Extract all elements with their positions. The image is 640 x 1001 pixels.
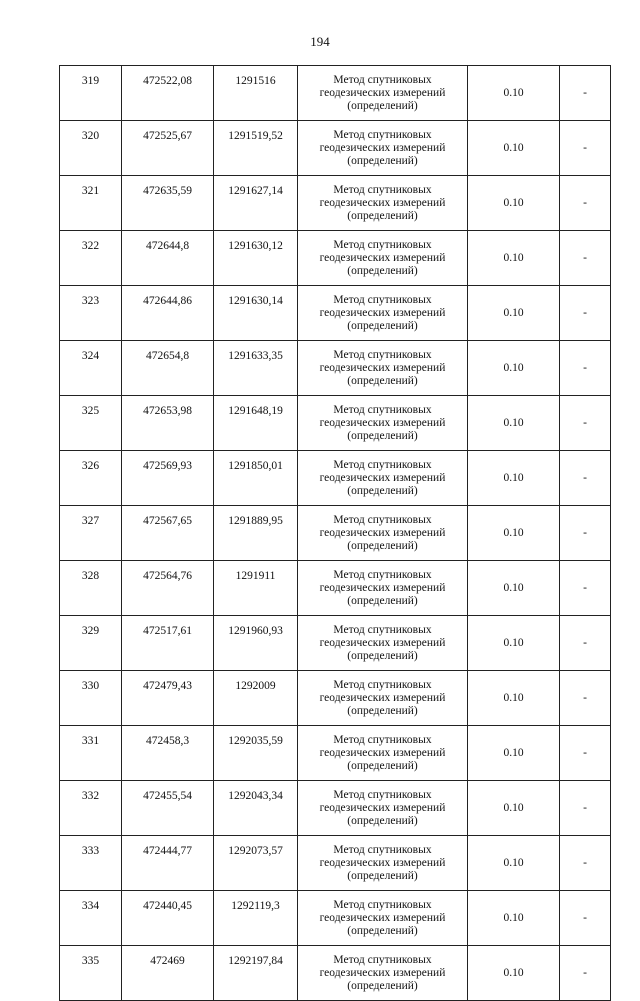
y-coordinate-cell: 1292043,34	[214, 781, 298, 836]
y-coordinate-cell: 1292035,59	[214, 726, 298, 781]
method-line-1: Метод спутниковых	[333, 843, 432, 856]
accuracy-cell: 0.10	[468, 341, 560, 396]
method-line-2: геодезических измерений	[319, 86, 446, 99]
table-row	[60, 671, 611, 726]
x-coordinate-cell: 472440,45	[122, 891, 214, 946]
method-cell	[298, 231, 468, 286]
accuracy-cell: 0.10	[468, 891, 560, 946]
point-number-cell: 321	[60, 176, 122, 231]
accuracy-cell: 0.10	[468, 176, 560, 231]
accuracy-cell: 0.10	[468, 671, 560, 726]
method-line-2: геодезических измерений	[319, 911, 446, 924]
method-line-1: Метод спутниковых	[333, 73, 432, 86]
page-number: 194	[310, 34, 330, 49]
accuracy-cell: 0.10	[468, 66, 560, 121]
x-coordinate-cell: 472653,98	[122, 396, 214, 451]
x-coordinate-cell: 472469	[122, 946, 214, 1001]
table-row	[60, 231, 611, 286]
point-number-cell: 334	[60, 891, 122, 946]
method-line-2: геодезических измерений	[319, 471, 446, 484]
point-number-cell: 320	[60, 121, 122, 176]
table-row	[60, 121, 611, 176]
method-line-2: геодезических измерений	[319, 361, 446, 374]
method-line-2: геодезических измерений	[319, 746, 446, 759]
method-line-3: (определений)	[347, 99, 418, 112]
method-line-1: Метод спутниковых	[333, 953, 432, 966]
x-coordinate-cell: 472522,08	[122, 66, 214, 121]
method-cell	[298, 561, 468, 616]
x-coordinate-cell: 472455,54	[122, 781, 214, 836]
table-row	[60, 726, 611, 781]
method-line-1: Метод спутниковых	[333, 788, 432, 801]
note-cell: -	[560, 121, 611, 176]
accuracy-cell: 0.10	[468, 286, 560, 341]
accuracy-cell: 0.10	[468, 616, 560, 671]
method-line-3: (определений)	[347, 209, 418, 222]
method-line-1: Метод спутниковых	[333, 678, 432, 691]
method-line-3: (определений)	[347, 374, 418, 387]
note-cell: -	[560, 451, 611, 506]
method-line-3: (определений)	[347, 979, 418, 992]
method-line-3: (определений)	[347, 539, 418, 552]
method-line-3: (определений)	[347, 649, 418, 662]
method-line-1: Метод спутниковых	[333, 568, 432, 581]
accuracy-cell: 0.10	[468, 726, 560, 781]
method-line-3: (определений)	[347, 814, 418, 827]
note-cell: -	[560, 506, 611, 561]
y-coordinate-cell: 1292119,3	[214, 891, 298, 946]
accuracy-cell: 0.10	[468, 451, 560, 506]
table-row	[60, 561, 611, 616]
y-coordinate-cell: 1291960,93	[214, 616, 298, 671]
x-coordinate-cell: 472525,67	[122, 121, 214, 176]
table-row	[60, 66, 611, 121]
y-coordinate-cell: 1291519,52	[214, 121, 298, 176]
method-line-1: Метод спутниковых	[333, 623, 432, 636]
point-number-cell: 325	[60, 396, 122, 451]
table-row	[60, 781, 611, 836]
method-cell	[298, 341, 468, 396]
table-row	[60, 891, 611, 946]
method-line-1: Метод спутниковых	[333, 898, 432, 911]
note-cell: -	[560, 891, 611, 946]
method-line-2: геодезических измерений	[319, 966, 446, 979]
point-number-cell: 335	[60, 946, 122, 1001]
note-cell: -	[560, 836, 611, 891]
point-number-cell: 331	[60, 726, 122, 781]
table-row	[60, 341, 611, 396]
note-cell: -	[560, 616, 611, 671]
y-coordinate-cell: 1291850,01	[214, 451, 298, 506]
method-line-3: (определений)	[347, 484, 418, 497]
method-line-2: геодезических измерений	[319, 306, 446, 319]
method-line-2: геодезических измерений	[319, 251, 446, 264]
accuracy-cell: 0.10	[468, 231, 560, 286]
x-coordinate-cell: 472654,8	[122, 341, 214, 396]
accuracy-cell: 0.10	[468, 781, 560, 836]
point-number-cell: 332	[60, 781, 122, 836]
table-row	[60, 451, 611, 506]
method-cell	[298, 781, 468, 836]
method-cell	[298, 836, 468, 891]
y-coordinate-cell: 1291630,12	[214, 231, 298, 286]
point-number-cell: 326	[60, 451, 122, 506]
note-cell: -	[560, 726, 611, 781]
method-cell	[298, 506, 468, 561]
method-line-1: Метод спутниковых	[333, 733, 432, 746]
method-line-1: Метод спутниковых	[333, 513, 432, 526]
x-coordinate-cell: 472569,93	[122, 451, 214, 506]
y-coordinate-cell: 1292197,84	[214, 946, 298, 1001]
method-cell	[298, 946, 468, 1001]
note-cell: -	[560, 341, 611, 396]
table-row	[60, 396, 611, 451]
table-row	[60, 616, 611, 671]
table-row	[60, 176, 611, 231]
method-line-3: (определений)	[347, 869, 418, 882]
method-line-2: геодезических измерений	[319, 636, 446, 649]
method-cell	[298, 176, 468, 231]
y-coordinate-cell: 1291911	[214, 561, 298, 616]
y-coordinate-cell: 1292009	[214, 671, 298, 726]
x-coordinate-cell: 472644,8	[122, 231, 214, 286]
x-coordinate-cell: 472479,43	[122, 671, 214, 726]
note-cell: -	[560, 231, 611, 286]
method-line-3: (определений)	[347, 924, 418, 937]
method-line-1: Метод спутниковых	[333, 238, 432, 251]
method-line-1: Метод спутниковых	[333, 348, 432, 361]
y-coordinate-cell: 1291648,19	[214, 396, 298, 451]
point-number-cell: 333	[60, 836, 122, 891]
x-coordinate-cell: 472567,65	[122, 506, 214, 561]
point-number-cell: 322	[60, 231, 122, 286]
method-line-3: (определений)	[347, 704, 418, 717]
method-line-2: геодезических измерений	[319, 801, 446, 814]
x-coordinate-cell: 472458,3	[122, 726, 214, 781]
y-coordinate-cell: 1292073,57	[214, 836, 298, 891]
table-row	[60, 506, 611, 561]
method-line-1: Метод спутниковых	[333, 293, 432, 306]
point-number-cell: 323	[60, 286, 122, 341]
point-number-cell: 319	[60, 66, 122, 121]
method-line-1: Метод спутниковых	[333, 128, 432, 141]
method-line-1: Метод спутниковых	[333, 183, 432, 196]
method-line-3: (определений)	[347, 429, 418, 442]
method-cell	[298, 396, 468, 451]
note-cell: -	[560, 66, 611, 121]
method-line-3: (определений)	[347, 594, 418, 607]
point-number-cell: 330	[60, 671, 122, 726]
table-row	[60, 286, 611, 341]
x-coordinate-cell: 472635,59	[122, 176, 214, 231]
method-cell	[298, 121, 468, 176]
x-coordinate-cell: 472444,77	[122, 836, 214, 891]
x-coordinate-cell: 472517,61	[122, 616, 214, 671]
note-cell: -	[560, 671, 611, 726]
table-row	[60, 836, 611, 891]
point-number-cell: 327	[60, 506, 122, 561]
method-line-3: (определений)	[347, 154, 418, 167]
point-number-cell: 329	[60, 616, 122, 671]
method-line-1: Метод спутниковых	[333, 458, 432, 471]
note-cell: -	[560, 396, 611, 451]
y-coordinate-cell: 1291630,14	[214, 286, 298, 341]
table-body	[60, 66, 611, 1001]
method-line-2: геодезических измерений	[319, 141, 446, 154]
method-cell	[298, 286, 468, 341]
method-line-3: (определений)	[347, 759, 418, 772]
point-number-cell: 324	[60, 341, 122, 396]
accuracy-cell: 0.10	[468, 836, 560, 891]
y-coordinate-cell: 1291627,14	[214, 176, 298, 231]
method-cell	[298, 726, 468, 781]
method-line-3: (определений)	[347, 264, 418, 277]
method-line-1: Метод спутниковых	[333, 403, 432, 416]
note-cell: -	[560, 286, 611, 341]
method-line-2: геодезических измерений	[319, 581, 446, 594]
method-line-2: геодезических измерений	[319, 196, 446, 209]
note-cell: -	[560, 781, 611, 836]
accuracy-cell: 0.10	[468, 396, 560, 451]
method-cell	[298, 891, 468, 946]
x-coordinate-cell: 472644,86	[122, 286, 214, 341]
method-cell	[298, 451, 468, 506]
method-line-2: геодезических измерений	[319, 416, 446, 429]
coordinates-table	[59, 65, 611, 1001]
note-cell: -	[560, 946, 611, 1001]
method-cell	[298, 616, 468, 671]
method-cell	[298, 671, 468, 726]
accuracy-cell: 0.10	[468, 506, 560, 561]
accuracy-cell: 0.10	[468, 561, 560, 616]
point-number-cell: 328	[60, 561, 122, 616]
note-cell: -	[560, 561, 611, 616]
accuracy-cell: 0.10	[468, 121, 560, 176]
y-coordinate-cell: 1291633,35	[214, 341, 298, 396]
accuracy-cell: 0.10	[468, 946, 560, 1001]
method-line-2: геодезических измерений	[319, 691, 446, 704]
method-line-3: (определений)	[347, 319, 418, 332]
method-line-2: геодезических измерений	[319, 856, 446, 869]
y-coordinate-cell: 1291889,95	[214, 506, 298, 561]
method-line-2: геодезических измерений	[319, 526, 446, 539]
note-cell: -	[560, 176, 611, 231]
method-cell	[298, 66, 468, 121]
x-coordinate-cell: 472564,76	[122, 561, 214, 616]
table-row	[60, 946, 611, 1001]
y-coordinate-cell: 1291516	[214, 66, 298, 121]
